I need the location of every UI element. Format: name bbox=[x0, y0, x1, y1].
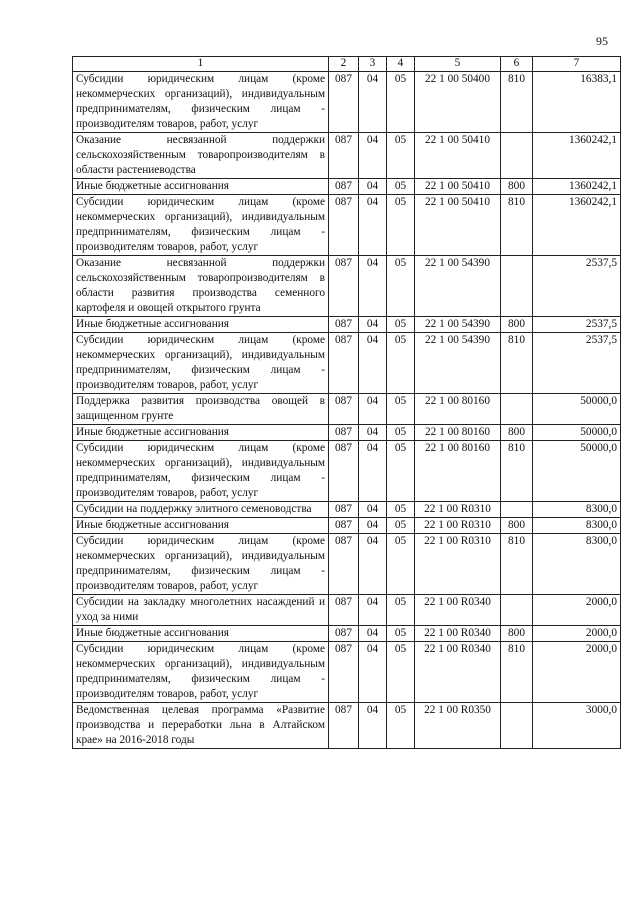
section-code: 04 bbox=[359, 595, 387, 626]
section-code: 04 bbox=[359, 642, 387, 703]
subsection-code: 05 bbox=[387, 179, 415, 195]
ministry-code: 087 bbox=[329, 642, 359, 703]
amount: 1360242,1 bbox=[533, 195, 621, 256]
table-row bbox=[73, 256, 621, 317]
amount: 2537,5 bbox=[533, 333, 621, 394]
table-row bbox=[73, 595, 621, 626]
row-description: Субсидии юридическим лицам (кроме некоммерческих организаций), индивидуальным предпринимателям, физическим лицам - производителям товаров, работ, услуг bbox=[73, 642, 329, 703]
amount: 8300,0 bbox=[533, 518, 621, 534]
section-code: 04 bbox=[359, 394, 387, 425]
row-description: Субсидии юридическим лицам (кроме некоммерческих организаций), индивидуальным предпринимателям, физическим лицам - производителям товаров, работ, услуг bbox=[73, 72, 329, 133]
amount: 1360242,1 bbox=[533, 179, 621, 195]
column-header-2: 2 bbox=[329, 57, 359, 72]
ministry-code: 087 bbox=[329, 179, 359, 195]
row-description: Иные бюджетные ассигнования bbox=[73, 626, 329, 642]
row-description: Иные бюджетные ассигнования bbox=[73, 317, 329, 333]
ministry-code: 087 bbox=[329, 72, 359, 133]
table-row bbox=[73, 179, 621, 195]
row-description: Субсидии юридическим лицам (кроме некоммерческих организаций), индивидуальным предпринимателям, физическим лицам - производителям товаров, работ, услуг bbox=[73, 441, 329, 502]
section-code: 04 bbox=[359, 333, 387, 394]
target-article-code: 22 1 00 50400 bbox=[415, 72, 501, 133]
subsection-code: 05 bbox=[387, 703, 415, 749]
ministry-code: 087 bbox=[329, 425, 359, 441]
amount: 1360242,1 bbox=[533, 133, 621, 179]
subsection-code: 05 bbox=[387, 133, 415, 179]
section-code: 04 bbox=[359, 317, 387, 333]
amount: 2537,5 bbox=[533, 256, 621, 317]
expense-type-code: 810 bbox=[501, 642, 533, 703]
row-description: Иные бюджетные ассигнования bbox=[73, 425, 329, 441]
ministry-code: 087 bbox=[329, 703, 359, 749]
target-article-code: 22 1 00 R0310 bbox=[415, 534, 501, 595]
column-header-3: 3 bbox=[359, 57, 387, 72]
expense-type-code: 810 bbox=[501, 195, 533, 256]
row-description: Ведомственная целевая программа «Развитие производства и переработки льна в Алтайском крае» на 2016-2018 годы bbox=[73, 703, 329, 749]
target-article-code: 22 1 00 80160 bbox=[415, 425, 501, 441]
table-row bbox=[73, 441, 621, 502]
column-header-7: 7 bbox=[533, 57, 621, 72]
column-header-1: 1 bbox=[73, 57, 329, 72]
section-code: 04 bbox=[359, 441, 387, 502]
table-row bbox=[73, 425, 621, 441]
subsection-code: 05 bbox=[387, 425, 415, 441]
expense-type-code bbox=[501, 595, 533, 626]
ministry-code: 087 bbox=[329, 195, 359, 256]
amount: 8300,0 bbox=[533, 534, 621, 595]
budget-table bbox=[72, 56, 621, 749]
header-row bbox=[73, 57, 621, 72]
expense-type-code: 800 bbox=[501, 626, 533, 642]
target-article-code: 22 1 00 R0340 bbox=[415, 642, 501, 703]
subsection-code: 05 bbox=[387, 394, 415, 425]
row-description: Поддержка развития производства овощей в защищенном грунте bbox=[73, 394, 329, 425]
amount: 2000,0 bbox=[533, 595, 621, 626]
row-description: Субсидии юридическим лицам (кроме некоммерческих организаций), индивидуальным предпринимателям, физическим лицам - производителям товаров, работ, услуг bbox=[73, 534, 329, 595]
expense-type-code bbox=[501, 256, 533, 317]
subsection-code: 05 bbox=[387, 317, 415, 333]
row-description: Субсидии юридическим лицам (кроме некоммерческих организаций), индивидуальным предпринимателям, физическим лицам - производителям товаров, работ, услуг bbox=[73, 195, 329, 256]
row-description: Иные бюджетные ассигнования bbox=[73, 518, 329, 534]
subsection-code: 05 bbox=[387, 441, 415, 502]
target-article-code: 22 1 00 50410 bbox=[415, 133, 501, 179]
section-code: 04 bbox=[359, 179, 387, 195]
row-description: Субсидии на поддержку элитного семеноводства bbox=[73, 502, 329, 518]
target-article-code: 22 1 00 54390 bbox=[415, 317, 501, 333]
ministry-code: 087 bbox=[329, 626, 359, 642]
table-row bbox=[73, 333, 621, 394]
row-description: Иные бюджетные ассигнования bbox=[73, 179, 329, 195]
row-description: Оказание несвязанной поддержки сельскохозяйственным товаропроизводителям в области растениеводства bbox=[73, 133, 329, 179]
section-code: 04 bbox=[359, 502, 387, 518]
subsection-code: 05 bbox=[387, 256, 415, 317]
expense-type-code: 800 bbox=[501, 317, 533, 333]
ministry-code: 087 bbox=[329, 394, 359, 425]
amount: 16383,1 bbox=[533, 72, 621, 133]
expense-type-code: 810 bbox=[501, 534, 533, 595]
column-header-6: 6 bbox=[501, 57, 533, 72]
expense-type-code: 810 bbox=[501, 333, 533, 394]
target-article-code: 22 1 00 54390 bbox=[415, 256, 501, 317]
expense-type-code: 810 bbox=[501, 441, 533, 502]
target-article-code: 22 1 00 54390 bbox=[415, 333, 501, 394]
table-row bbox=[73, 534, 621, 595]
table-row bbox=[73, 394, 621, 425]
table-body bbox=[73, 72, 621, 749]
ministry-code: 087 bbox=[329, 518, 359, 534]
expense-type-code bbox=[501, 703, 533, 749]
table-row bbox=[73, 502, 621, 518]
target-article-code: 22 1 00 80160 bbox=[415, 441, 501, 502]
ministry-code: 087 bbox=[329, 333, 359, 394]
target-article-code: 22 1 00 50410 bbox=[415, 179, 501, 195]
page-number: 95 bbox=[596, 34, 608, 48]
expense-type-code bbox=[501, 502, 533, 518]
amount: 50000,0 bbox=[533, 425, 621, 441]
section-code: 04 bbox=[359, 195, 387, 256]
section-code: 04 bbox=[359, 72, 387, 133]
column-header-4: 4 bbox=[387, 57, 415, 72]
table-row bbox=[73, 195, 621, 256]
ministry-code: 087 bbox=[329, 534, 359, 595]
section-code: 04 bbox=[359, 518, 387, 534]
amount: 3000,0 bbox=[533, 703, 621, 749]
table-row bbox=[73, 518, 621, 534]
section-code: 04 bbox=[359, 256, 387, 317]
table-row bbox=[73, 626, 621, 642]
ministry-code: 087 bbox=[329, 441, 359, 502]
table-row bbox=[73, 642, 621, 703]
expense-type-code bbox=[501, 133, 533, 179]
target-article-code: 22 1 00 R0310 bbox=[415, 502, 501, 518]
row-description: Оказание несвязанной поддержки сельскохозяйственным товаропроизводителям в области развития производства семенного картофеля и овощей открытого грунта bbox=[73, 256, 329, 317]
target-article-code: 22 1 00 80160 bbox=[415, 394, 501, 425]
row-description: Субсидии юридическим лицам (кроме некоммерческих организаций), индивидуальным предпринимателям, физическим лицам - производителям товаров, работ, услуг bbox=[73, 333, 329, 394]
row-description: Субсидии на закладку многолетних насаждений и уход за ними bbox=[73, 595, 329, 626]
expense-type-code: 800 bbox=[501, 179, 533, 195]
amount: 2537,5 bbox=[533, 317, 621, 333]
amount: 50000,0 bbox=[533, 441, 621, 502]
ministry-code: 087 bbox=[329, 256, 359, 317]
amount: 2000,0 bbox=[533, 626, 621, 642]
target-article-code: 22 1 00 R0340 bbox=[415, 595, 501, 626]
ministry-code: 087 bbox=[329, 502, 359, 518]
ministry-code: 087 bbox=[329, 133, 359, 179]
section-code: 04 bbox=[359, 626, 387, 642]
subsection-code: 05 bbox=[387, 534, 415, 595]
table-row bbox=[73, 317, 621, 333]
section-code: 04 bbox=[359, 133, 387, 179]
subsection-code: 05 bbox=[387, 626, 415, 642]
ministry-code: 087 bbox=[329, 595, 359, 626]
table-row bbox=[73, 72, 621, 133]
target-article-code: 22 1 00 50410 bbox=[415, 195, 501, 256]
target-article-code: 22 1 00 R0350 bbox=[415, 703, 501, 749]
subsection-code: 05 bbox=[387, 72, 415, 133]
table-header bbox=[73, 57, 621, 72]
table-row bbox=[73, 133, 621, 179]
subsection-code: 05 bbox=[387, 518, 415, 534]
subsection-code: 05 bbox=[387, 333, 415, 394]
amount: 8300,0 bbox=[533, 502, 621, 518]
ministry-code: 087 bbox=[329, 317, 359, 333]
subsection-code: 05 bbox=[387, 642, 415, 703]
amount: 50000,0 bbox=[533, 394, 621, 425]
target-article-code: 22 1 00 R0310 bbox=[415, 518, 501, 534]
section-code: 04 bbox=[359, 425, 387, 441]
expense-type-code: 800 bbox=[501, 425, 533, 441]
section-code: 04 bbox=[359, 534, 387, 595]
amount: 2000,0 bbox=[533, 642, 621, 703]
subsection-code: 05 bbox=[387, 502, 415, 518]
subsection-code: 05 bbox=[387, 195, 415, 256]
section-code: 04 bbox=[359, 703, 387, 749]
column-header-5: 5 bbox=[415, 57, 501, 72]
expense-type-code bbox=[501, 394, 533, 425]
expense-type-code: 800 bbox=[501, 518, 533, 534]
target-article-code: 22 1 00 R0340 bbox=[415, 626, 501, 642]
expense-type-code: 810 bbox=[501, 72, 533, 133]
subsection-code: 05 bbox=[387, 595, 415, 626]
table-row bbox=[73, 703, 621, 749]
